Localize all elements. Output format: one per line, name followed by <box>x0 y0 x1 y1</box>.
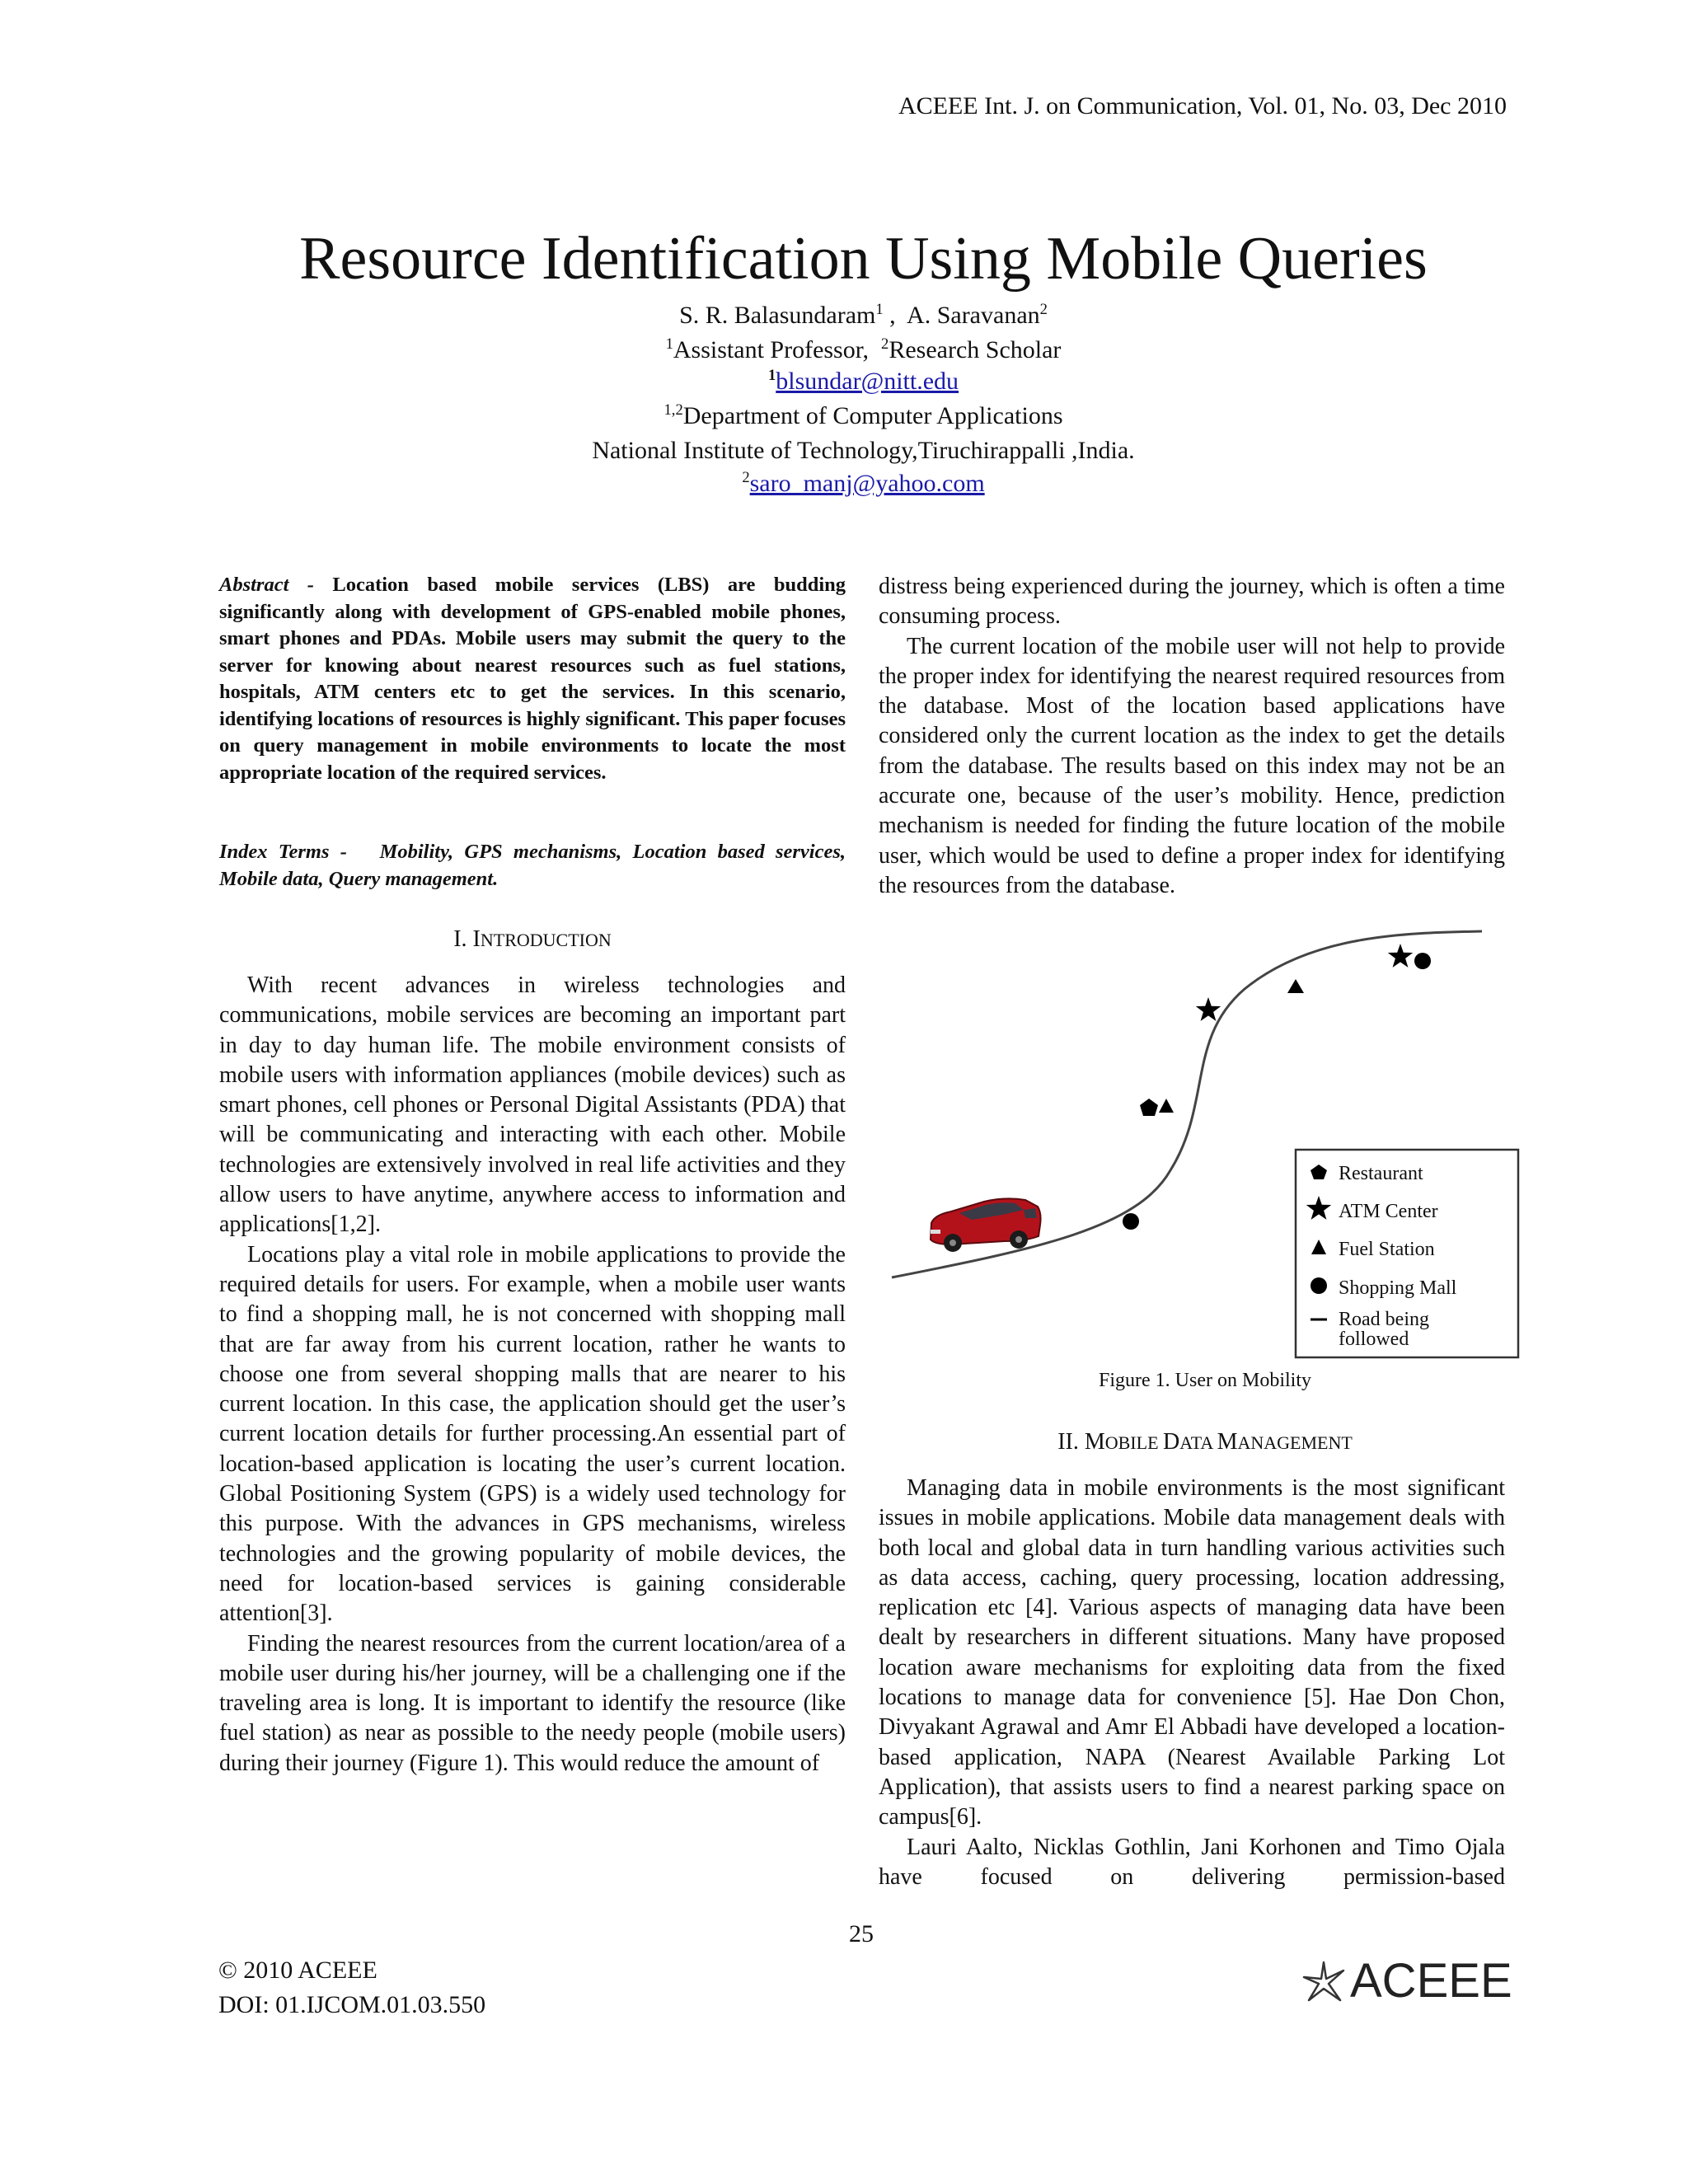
section-heading-mobile-data-management <box>879 1429 1531 1455</box>
shopping-mall-marker-2 <box>1414 953 1431 969</box>
abstract <box>219 572 846 786</box>
paper-title: Resource Identification Using Mobile Queries <box>299 225 1428 293</box>
department: Department of Computer Applications <box>682 402 1063 429</box>
section-2-letter-m: M <box>1084 1429 1105 1455</box>
abstract-text: Location based mobile services (LBS) are budding significantly along with development of GPS-enabled mobile phones, smart phones and PDAs. Mobile users may submit the query to the server for knowing about nearest resources such as fuel stations, hospitals, ATM centers etc to get the services. In this scenario, identifying locations of resources is highly significant. This paper focuses on query management in mobile environments to locate the most appropriate location of the required services. <box>219 574 846 784</box>
author-1: S. R. Balasundaram <box>679 302 876 329</box>
section-heading-introduction <box>219 926 846 953</box>
institute: National Institute of Technology,Tiruchirappalli ,India. <box>592 437 1135 464</box>
section-2-anagement: ANAGEMENT <box>1237 1432 1353 1453</box>
section-2-number: II. <box>1057 1429 1085 1455</box>
legend-restaurant-label: Restaurant <box>1339 1163 1423 1184</box>
index-terms-label: Index Terms - <box>219 841 347 863</box>
figure-1-user-mobility <box>874 923 1541 1368</box>
section-2-obile: OBILE <box>1104 1432 1164 1453</box>
section-1-number: I. <box>453 926 473 952</box>
legend-road-label-2: followed <box>1339 1329 1409 1350</box>
author-line <box>0 302 1688 330</box>
prediction-paragraph: The current location of the mobile user will not help to provide the proper index for identifying the nearest required resources from the database. Most of the location based applications have considered only the current location as the index to get the details from the database. The results based on this index may not be an accurate one, because of the user’s mobility. Hence, prediction mechanism is needed for finding the future location of the mobile user, which would be used to define a proper index for identifying the resources from the database. <box>879 633 1505 898</box>
email-1-sup: 1 <box>767 367 776 384</box>
email-2-link[interactable]: saro_manj@yahoo.com <box>749 470 985 497</box>
figure-legend <box>1296 1150 1518 1357</box>
shopping-mall-marker-1 <box>1123 1213 1139 1230</box>
aceee-logo-text: ACEEE <box>1350 1954 1512 2008</box>
aceee-logo-icon <box>1301 1959 1347 2005</box>
restaurant-marker <box>1140 1099 1158 1116</box>
copyright: © 2010 ACEEE <box>218 1957 377 1984</box>
section-2-letter-d: D <box>1163 1429 1180 1455</box>
abstract-label: Abstract - <box>219 574 314 596</box>
email-2-sup: 2 <box>742 469 750 486</box>
section-2-ata: ATA <box>1179 1432 1217 1453</box>
role-1-sup: 1 <box>665 335 673 353</box>
department-line <box>0 402 1688 430</box>
email-2-line <box>0 470 1688 498</box>
author-2: A. Saravanan <box>907 302 1040 329</box>
fuel-station-marker-2 <box>1287 979 1304 993</box>
author-roles <box>0 336 1688 364</box>
intro-paragraph-1: With recent advances in wireless technologies and communications, mobile services are becoming an important part in day to day human life. The mobile environment consists of mobile users with information appliances (mobile devices) such as smart phones, cell phones or Personal Digital Assistants (PDA) that will be communicating and interacting with each other. Mobile technologies are extensively involved in real life activities and they allow users to have anytime, anywhere access to information and applications[1,2]. <box>219 972 846 1238</box>
section-2-letter-m2: M <box>1217 1429 1238 1455</box>
department-sup: 1,2 <box>663 401 683 419</box>
author-2-sup: 2 <box>1039 301 1048 318</box>
mdm-paragraph-2: Lauri Aalto, Nicklas Gothlin, Jani Korhonen and Timo Ojala have focused on delivering permission-based <box>879 1834 1505 1890</box>
introduction-body <box>219 971 846 1779</box>
page-number: 25 <box>849 1920 874 1947</box>
intro-paragraph-2: Locations play a vital role in mobile applications to provide the required details for users. For example, when a mobile user wants to find a shopping mall, he is not concerned with shopping mall that are far away from his current location, rather he wants to choose one from several shopping malls that are nearer to his current location. In this case, the application should get the user’s current location details for further processing.An essential part of location-based application is locating the user’s current location. Global Positioning System (GPS) is a widely used technology for this purpose. With the advances in GPS mechanisms, wireless technologies and the growing popularity of mobile devices, the need for location-based services is gaining considerable attention[3]. <box>219 1241 846 1627</box>
atm-marker-1 <box>1196 997 1221 1021</box>
role-2-sup: 2 <box>881 335 889 353</box>
car-image <box>931 1198 1041 1252</box>
role-1: Assistant Professor, <box>673 336 882 363</box>
email-1-line <box>0 368 1688 396</box>
right-column-text <box>879 572 1505 901</box>
section-2-body <box>879 1474 1505 1892</box>
mdm-paragraph-1: Managing data in mobile environments is the most significant issues in mobile applications. Mobile data management deals with both local and global data in turn handling various activities such as data access, caching, query processing, location addressing, replication etc [4]. Various aspects of managing data have been dealt by researchers in different situations. Many have proposed location aware mechanisms for exploiting data from the fixed locations to manage data for convenience [5]. Hae Don Chon, Divyakant Agrawal and Amr El Abbadi have developed a location-based application, NAPA (Nearest Available Parking Lot Application), that assists users to find a nearest parking space on campus[6]. <box>879 1475 1505 1830</box>
fuel-station-marker-1 <box>1159 1099 1174 1113</box>
legend-atm-label: ATM Center <box>1339 1201 1438 1222</box>
index-terms-text: Mobility, GPS mechanisms, Location based services, Mobile data, Query management. <box>219 841 851 890</box>
legend-mall-label: Shopping Mall <box>1339 1277 1457 1299</box>
intro-paragraph-3: Finding the nearest resources from the current location/area of a mobile user during his/her journey, will be a challenging one if the traveling area is long. It is important to identify the resource (like fuel station) as near as possible to the needy people (mobile users) during their journey (Figure 1). This would reduce the amount of <box>219 1630 846 1776</box>
index-terms <box>219 839 851 893</box>
section-1-rest: NTRODUCTION <box>480 930 612 950</box>
email-1-link[interactable]: blsundar@nitt.edu <box>776 368 959 395</box>
legend-mall-icon <box>1311 1277 1327 1294</box>
author-1-sup: 1 <box>875 301 884 318</box>
continuation-paragraph: distress being experienced during the journey, which is often a time consuming process. <box>879 574 1505 630</box>
section-1-first-letter: I <box>472 926 481 952</box>
legend-road-label-1: Road being <box>1339 1309 1429 1330</box>
journal-header: ACEEE Int. J. on Communication, Vol. 01, No. 03, Dec 2010 <box>898 92 1507 120</box>
atm-marker-2 <box>1388 944 1413 968</box>
doi: DOI: 01.IJCOM.01.03.550 <box>218 1991 486 2018</box>
role-2: Research Scholar <box>889 336 1062 363</box>
figure-1-caption: Figure 1. User on Mobility <box>1099 1370 1311 1391</box>
legend-fuel-label: Fuel Station <box>1339 1239 1435 1260</box>
aceee-logo <box>1301 1953 1512 2008</box>
author-separator: , <box>883 302 907 329</box>
